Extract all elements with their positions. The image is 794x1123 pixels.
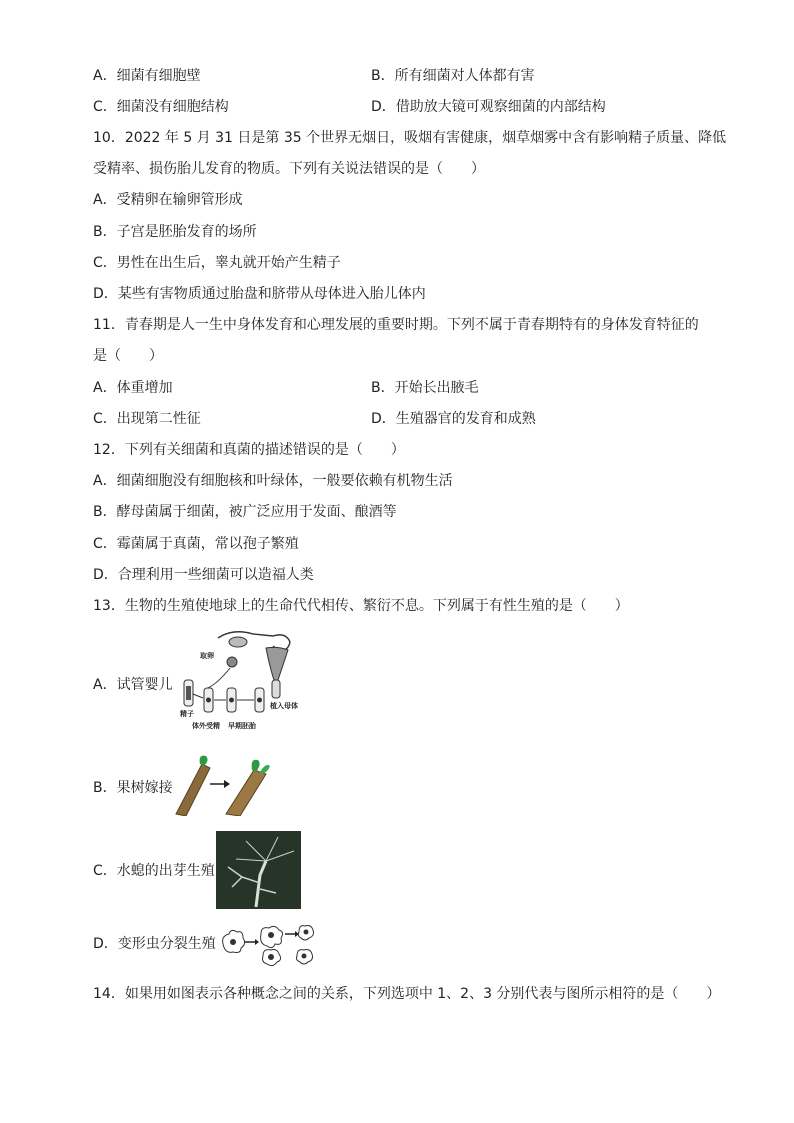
ivf-diagram <box>178 628 314 732</box>
q9-option-d: D．借助放大镜可观察细菌的内部结构 <box>371 99 606 115</box>
amoeba-cell-3 <box>263 950 281 966</box>
amoeba-cell-2 <box>261 926 283 947</box>
q11-option-d: D．生殖器官的发育和成熟 <box>371 411 536 427</box>
amoeba-division-diagram <box>217 920 315 968</box>
ovary-shape <box>229 637 247 647</box>
scion-branch-shape <box>176 764 210 816</box>
arrow-sperm <box>193 694 203 698</box>
arrow-egg-to-dish <box>208 668 230 688</box>
q10-option-c: C．男性在出生后，睾丸就开始产生精子 <box>93 255 341 271</box>
amoeba-cell-4 <box>298 926 313 941</box>
q13-option-b: B．果树嫁接 <box>93 780 173 796</box>
amoeba-cell-5 <box>296 950 312 965</box>
stock-leaf2-shape <box>260 765 270 774</box>
q12-option-c: C．霉菌属于真菌，常以孢子繁殖 <box>93 536 299 552</box>
q11-option-a: A．体重增加 <box>93 380 173 396</box>
uterus-shape <box>266 647 288 680</box>
hydra-photo <box>216 831 301 909</box>
stock-leaf-shape <box>252 760 260 772</box>
q9-option-b: B．所有细菌对人体都有害 <box>371 68 535 84</box>
q10-option-d: D．某些有害物质通过胎盘和脐带从母体进入胎儿体内 <box>93 286 426 302</box>
q13-option-c: C．水螅的出芽生殖 <box>93 863 215 879</box>
q11-stem-line1: 11．青春期是人一生中身体发育和心理发展的重要时期。下列不属于青春期特有的身体发育特征的 <box>93 317 699 333</box>
q13-option-d: D．变形虫分裂生殖 <box>93 936 216 952</box>
q10-stem-line2: 受精率、损伤胎儿发育的物质。下列有关说法错误的是（ ） <box>93 161 485 177</box>
q13-option-a: A．试管婴儿 <box>93 677 173 693</box>
q11-stem-line2: 是（ ） <box>93 348 163 364</box>
q10-option-b: B．子宫是胚胎发育的场所 <box>93 224 257 240</box>
q12-option-a: A．细菌细胞没有细胞核和叶绿体，一般要依赖有机物生活 <box>93 473 453 489</box>
egg-cell-shape <box>227 657 237 667</box>
division-arrowhead-1 <box>255 939 259 945</box>
stock-branch-shape <box>226 770 266 816</box>
label-zao-qi: 早期胚胎 <box>228 722 256 730</box>
q10-option-a: A．受精卵在输卵管形成 <box>93 192 243 208</box>
q9-option-c: C．细菌没有细胞结构 <box>93 99 229 115</box>
embryo-dot <box>229 698 234 703</box>
amoeba-cell-1 <box>223 930 245 952</box>
q12-option-b: B．酵母菌属于细菌，被广泛应用于发面、酿酒等 <box>93 504 397 520</box>
q13-stem: 13．生物的生殖使地球上的生命代代相传、繁衍不息。下列属于有性生殖的是（ ） <box>93 598 629 614</box>
scion-leaf-shape <box>200 756 208 766</box>
q12-stem: 12．下列有关细菌和真菌的描述错误的是（ ） <box>93 442 405 458</box>
label-jing-zi: 精子 <box>180 710 194 718</box>
label-qu-luan: 取卵 <box>200 652 214 660</box>
q11-option-b: B．开始长出腋毛 <box>371 380 479 396</box>
q11-option-c: C．出现第二性征 <box>93 411 201 427</box>
label-zhi-ru: 植入母体 <box>270 702 298 710</box>
graft-arrow-head <box>224 780 230 788</box>
q9-option-a: A．细菌有细胞壁 <box>93 68 201 84</box>
transfer-embryo-dot <box>257 698 262 703</box>
grafting-image <box>174 752 272 816</box>
q14-stem: 14．如果用如图表示各种概念之间的关系，下列选项中 1、2、3 分别代表与图所示相符的是（ ） <box>93 986 721 1002</box>
label-ti-wai: 体外受精 <box>192 722 220 730</box>
catheter-tube-shape <box>272 680 280 698</box>
zygote-dot <box>206 698 211 703</box>
q12-option-d: D．合理利用一些细菌可以造福人类 <box>93 567 314 583</box>
sperm-fill-shape <box>186 686 191 700</box>
q10-stem-line1: 10．2022 年 5 月 31 日是第 35 个世界无烟日，吸烟有害健康，烟草烟雾中含有影响精子质量、降低 <box>93 130 727 146</box>
